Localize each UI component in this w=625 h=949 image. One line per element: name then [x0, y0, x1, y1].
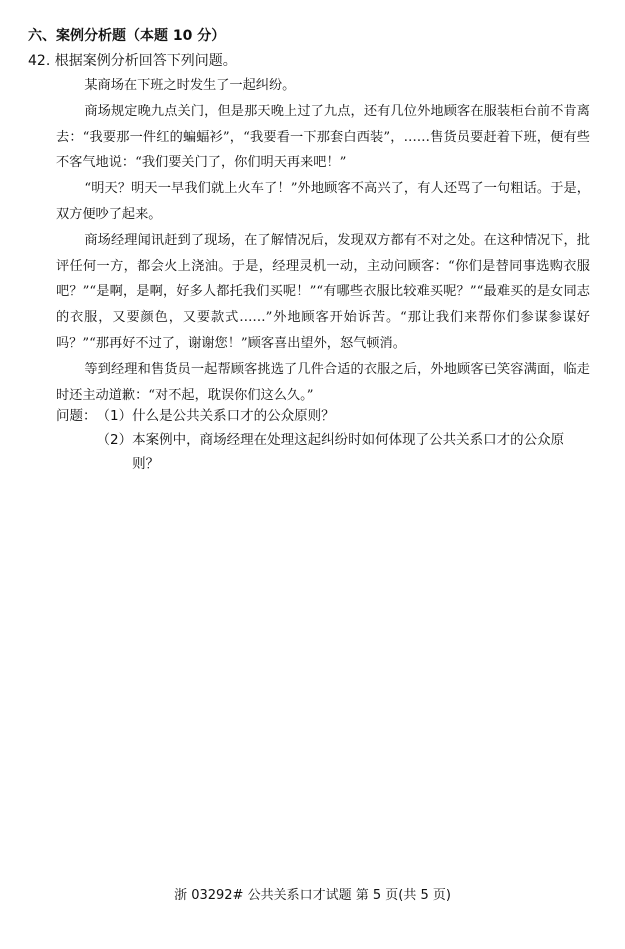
- sub-question-number: （2）: [96, 432, 133, 448]
- questions-label: 问题：: [56, 408, 97, 424]
- sub-question-number: （1）: [96, 408, 133, 424]
- sub-question-text: 本案例中，商场经理在处理这起纠纷时如何体现了公共关系口才的公众原则？: [132, 432, 565, 472]
- section-title: 六、案例分析题（本题 10 分）: [28, 28, 226, 44]
- case-paragraph: “明天？明天一早我们就上火车了！”外地顾客不高兴了，有人还骂了一句粗话。于是，双方便吵了起来。: [56, 181, 590, 222]
- case-paragraph: 等到经理和售货员一起帮顾客挑选了几件合适的衣服之后，外地顾客已笑容满面，临走时还主动道歉：“对不起，耽误你们这么久。”: [56, 361, 590, 403]
- questions-block: [56, 404, 590, 476]
- sub-question-text: 什么是公共关系口才的公众原则？: [132, 408, 335, 424]
- case-paragraph: 某商场在下班之时发生了一起纠纷。: [84, 78, 296, 93]
- sub-question-2: [56, 428, 590, 476]
- case-text: [56, 73, 590, 408]
- case-paragraph: 商场规定晚九点关门，但是那天晚上过了九点，还有几位外地顾客在服装柜台前不肯离去：“我要那一件红的蝙蝠衫”，“我要看一下那套白西装”，……售货员要赶着下班，便有些不客气地说：“我们要关门了，你们明天再来吧！”: [56, 103, 590, 171]
- question-intro: 42. 根据案例分析回答下列问题。: [28, 53, 237, 69]
- sub-question-1: [56, 404, 590, 428]
- page-footer: 浙 03292# 公共关系口才试题 第 5 页(共 5 页): [174, 888, 451, 903]
- case-paragraph: 商场经理闻讯赶到了现场，在了解情况后，发现双方都有不对之处。在这种情况下，批评任何一方，都会火上浇油。于是，经理灵机一动，主动问顾客：“你们是替同事选购衣服吧？”“是啊，是啊，好多人都托我们买呢！”“有哪些衣服比较难买呢？”“最难买的是女同志的衣服，又要颜色，又要款式……”外地顾客开始诉苦。“那让我们来帮你们参谋参谋好吗？”“那再好不过了，谢谢您！”顾客喜出望外，怒气顿消。: [56, 232, 590, 351]
